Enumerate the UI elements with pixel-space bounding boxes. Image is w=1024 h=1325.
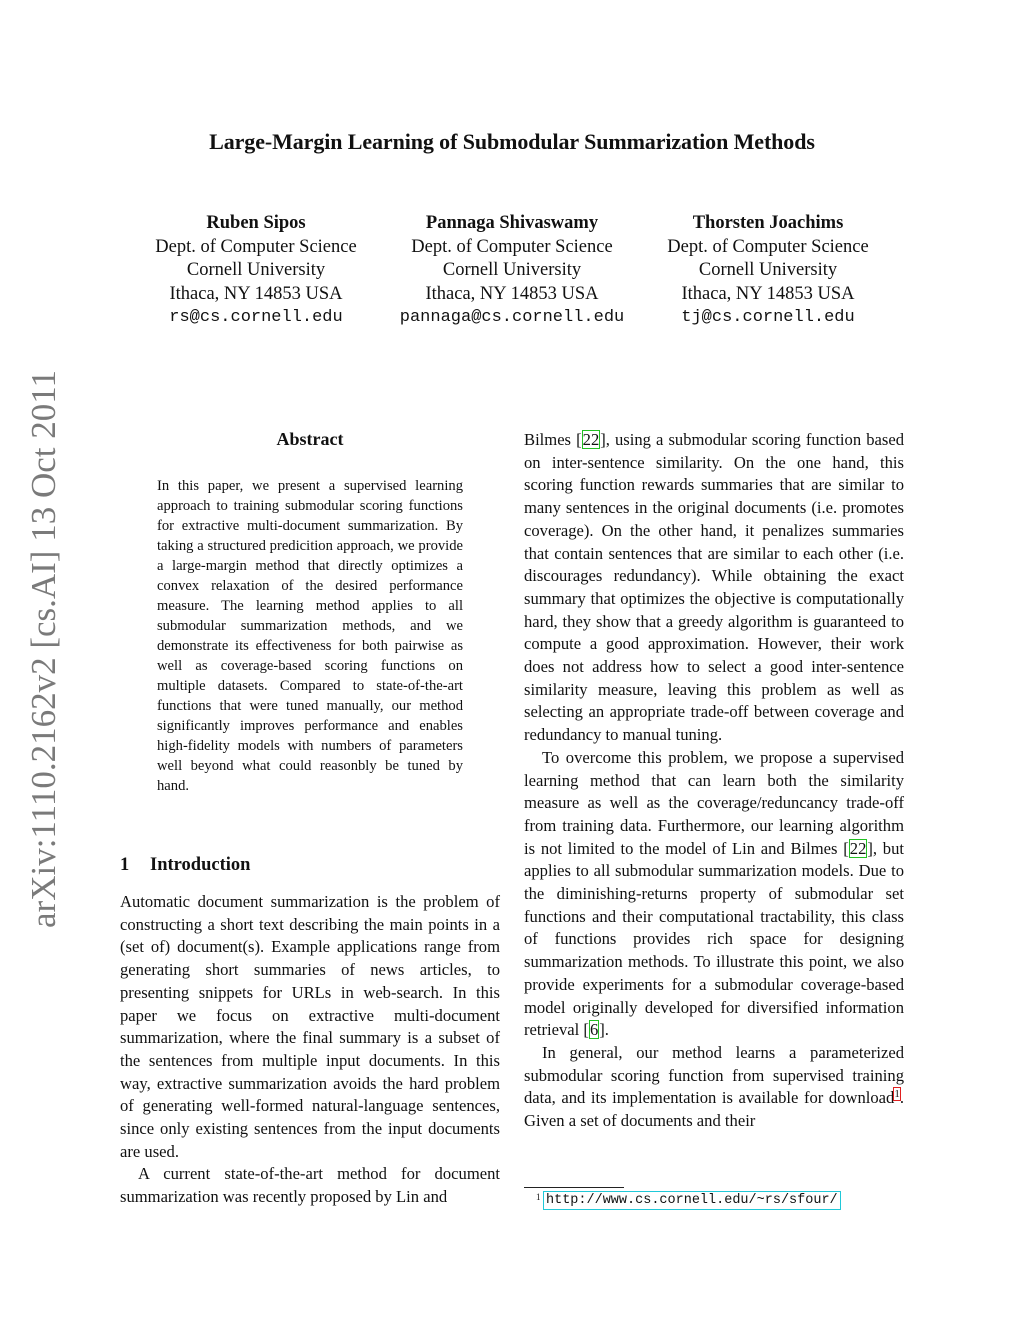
paragraph	[524, 1042, 904, 1133]
section-number: 1	[120, 855, 130, 875]
author-email[interactable]: rs@cs.cornell.edu	[169, 308, 343, 327]
footnote	[536, 1190, 840, 1211]
author-block-1	[130, 212, 382, 330]
text-span: In general, our method learns a parameterized submodular scoring function from supervised training data, and its implementation is available for download	[524, 1042, 904, 1108]
author-location: Ithaca, NY 14853 USA	[169, 283, 343, 304]
citation-link[interactable]: 22	[582, 430, 600, 449]
paragraph: A current state-of-the-art method for document summarization was recently proposed by Lin and	[120, 1164, 500, 1207]
author-dept: Dept. of Computer Science	[155, 236, 357, 257]
author-university: Cornell University	[442, 260, 582, 280]
footnote-mark: 1	[536, 1192, 541, 1202]
text-span: To overcome this problem, we propose a supervised learning method that can learn both the similarity measure as well as the coverage/reduncancy trade-off from training data. Furthermore, our learning algorithm is not limited to the model of Lin and Bilmes [	[524, 747, 904, 858]
paragraph: Automatic document summarization is the problem of constructing a short text describing the main points in a (set of) document(s). Example applications range from generating short summaries of news articles, to presenting snippets for URLs in web-search. In this paper we focus on extractive multi-document summarization, where the final summary is a subset of the sentences from multiple input documents. In this way, extractive summarization avoids the hard problem of generating well-formed natural-language sentences, since only existing sentences from the input documents are used.	[120, 892, 500, 1161]
author-university: Cornell University	[698, 260, 838, 280]
text-span: . Given a set of documents and their	[524, 1088, 904, 1131]
text-span: ], using a submodular scoring function based on inter-sentence similarity. On the one hand, this scoring function rewards summaries that are similar to many sentences in the original documents (i.e. promotes coverage). On the other hand, it penalizes summaries that contain sentences that are similar to each other (i.e. discourages redundancy). While obtaining the exact summary that optimizes the objective is computationally hard, they show that a greedy algorithm is guaranteed to compute a good approximation. However, their work does not address how to select a good inter-sentence similarity measure, leaving this problem as well as selecting an appropriate trade-off between coverage and redundancy to manual tuning.	[524, 430, 905, 745]
author-name: Pannaga Shivaswamy	[425, 213, 599, 233]
text-span: ], but applies to all submodular summarization models. Due to the diminishing-returns property of submodular set functions and their computational tractability, this class of functions provides rich space for designing summarization methods. To illustrate this point, we also provide experiments for a submodular coverage-based model originally developed for diversified information retrieval [	[524, 838, 904, 1040]
citation-link[interactable]: 22	[849, 838, 867, 858]
author-name: Thorsten Joachims	[692, 213, 844, 233]
footnote-url-link[interactable]: http://www.cs.cornell.edu/~rs/sfour/	[546, 1193, 838, 1208]
paragraph	[524, 429, 904, 747]
author-dept: Dept. of Computer Science	[667, 236, 869, 257]
author-email[interactable]: tj@cs.cornell.edu	[681, 308, 855, 327]
author-block-3	[642, 212, 894, 330]
author-block-2	[372, 212, 652, 330]
text-span: Bilmes [	[524, 430, 582, 449]
text-span: ].	[599, 1020, 609, 1040]
arxiv-identifier: arXiv:1110.2162v2 [cs.AI] 13 Oct 2011	[24, 370, 63, 928]
section-title: Introduction	[150, 855, 251, 875]
author-dept: Dept. of Computer Science	[411, 236, 613, 257]
abstract-body: In this paper, we present a supervised learning approach to training submodular scoring functions for extractive multi-document summarization. By taking a structured predicition approach, we provide a large-margin method that directly optimizes a convex relaxation of the desired performance measure. The learning method applies to all submodular summarization methods, and we demonstrate its effectiveness for both pairwise as well as coverage-based scoring functions on multiple datasets. Compared to state-of-the-art functions that were tuned manually, our method significantly improves performance and enables high-fidelity models with numbers of parameters well beyond what could reasonbly be tuned by hand.	[157, 478, 463, 794]
paragraph	[524, 747, 904, 1042]
author-location: Ithaca, NY 14853 USA	[425, 283, 599, 304]
footnote-link[interactable]: 1	[894, 1087, 900, 1100]
right-column	[524, 429, 904, 1133]
author-email[interactable]: pannaga@cs.cornell.edu	[399, 308, 625, 327]
section-heading	[120, 855, 250, 876]
abstract-heading: Abstract	[276, 429, 344, 449]
citation-link[interactable]: 6	[589, 1020, 599, 1040]
paper-title: Large-Margin Learning of Submodular Summarization Methods	[209, 129, 815, 154]
author-university: Cornell University	[186, 260, 326, 280]
left-column	[120, 891, 500, 1209]
author-name: Ruben Sipos	[206, 213, 306, 233]
author-location: Ithaca, NY 14853 USA	[681, 283, 855, 304]
